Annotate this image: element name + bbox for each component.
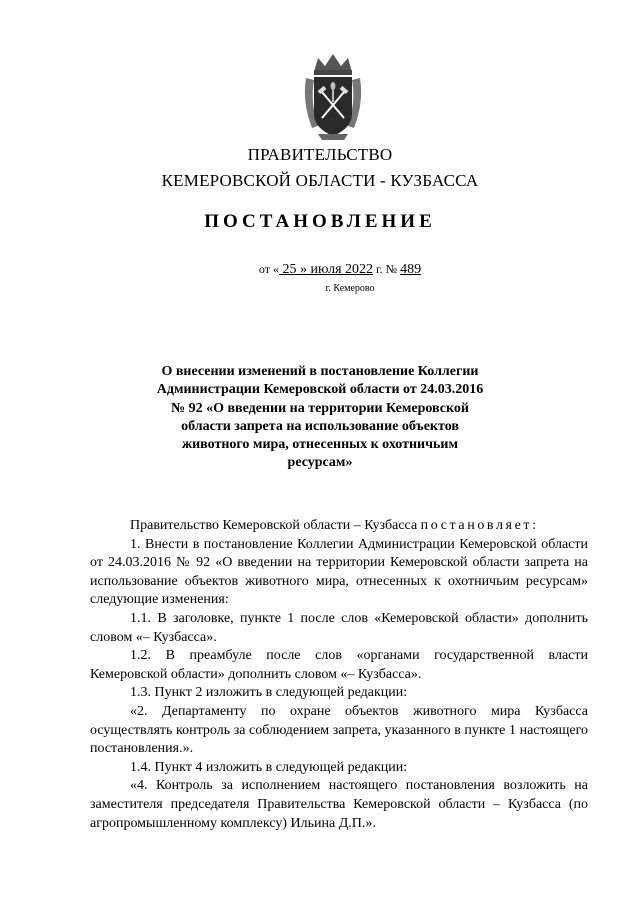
subject-line: области запрета на использование объектов [181,418,459,434]
decree-body [90,517,588,833]
paragraph-1-1: 1.1. В заголовке, пункте 1 после слов «Кемеровской области» дополнить словом «– Кузбасса». [90,610,588,645]
paragraph-1: 1. Внести в постановление Коллегии Администрации Кемеровской области от 24.03.2016 № 92 «О введении на территории Кемеровской области запрета на использование объектов животного мира, отнесенных к охотничьим ресурсам» следующие изменения: [90,536,588,608]
paragraph-1-4-text: «4. Контроль за исполнением настоящего постановления возложить на заместителя председателя Правительства Кемеровской области – Кузбасса (по агропромышленному комплексу) Ильина Д.П.». [90,778,588,831]
subject-line: Администрации Кемеровской области от 24.03.2016 [156,382,484,398]
paragraph-1-4: 1.4. Пункт 4 изложить в следующей редакции: [130,759,408,775]
subject-line: О внесении изменений в постановление Коллегии [161,364,479,379]
date-suffix: г. № [376,262,398,276]
city-name: г. Кемерово [325,283,375,294]
intro-paragraph: Правительство Кемеровской области – Кузбасса постановляет: [130,518,539,533]
paragraph-1-2: 1.2. В преамбуле после слов «органами государственной власти Кемеровской области» дополнить словом «– Кузбасса». [90,648,588,682]
decree-date-number [0,262,640,278]
date-month-year: » июля 2022 [300,262,374,277]
intro-verb: постановляет: [420,518,539,533]
decree-number: 489 [400,262,422,277]
paragraph-1-3-text: «2. Департаменту по охране объектов животного мира Кузбасса осуществлять контроль за соблюдением запрета, указанного в пункте 1 настоящего постановления.». [90,703,588,757]
subject-line: № 92 «О введении на территории Кемеровской [171,400,469,416]
government-name-line1: ПРАВИТЕЛЬСТВО [247,145,393,164]
government-name-line2: КЕМЕРОВСКОЙ ОБЛАСТИ - КУЗБАССА [161,171,479,190]
document-type-title: ПОСТАНОВЛЕНИЕ [204,211,436,232]
decree-subject [150,363,490,473]
date-day: 25 [282,262,297,277]
subject-line: ресурсам» [287,455,353,471]
paragraph-1-3: 1.3. Пункт 2 изложить в следующей редакции: [130,685,408,701]
coat-of-arms-emblem [300,52,366,140]
subject-line: животного мира, отнесенных к охотничьим [181,437,459,453]
date-prefix: от « [258,262,280,276]
